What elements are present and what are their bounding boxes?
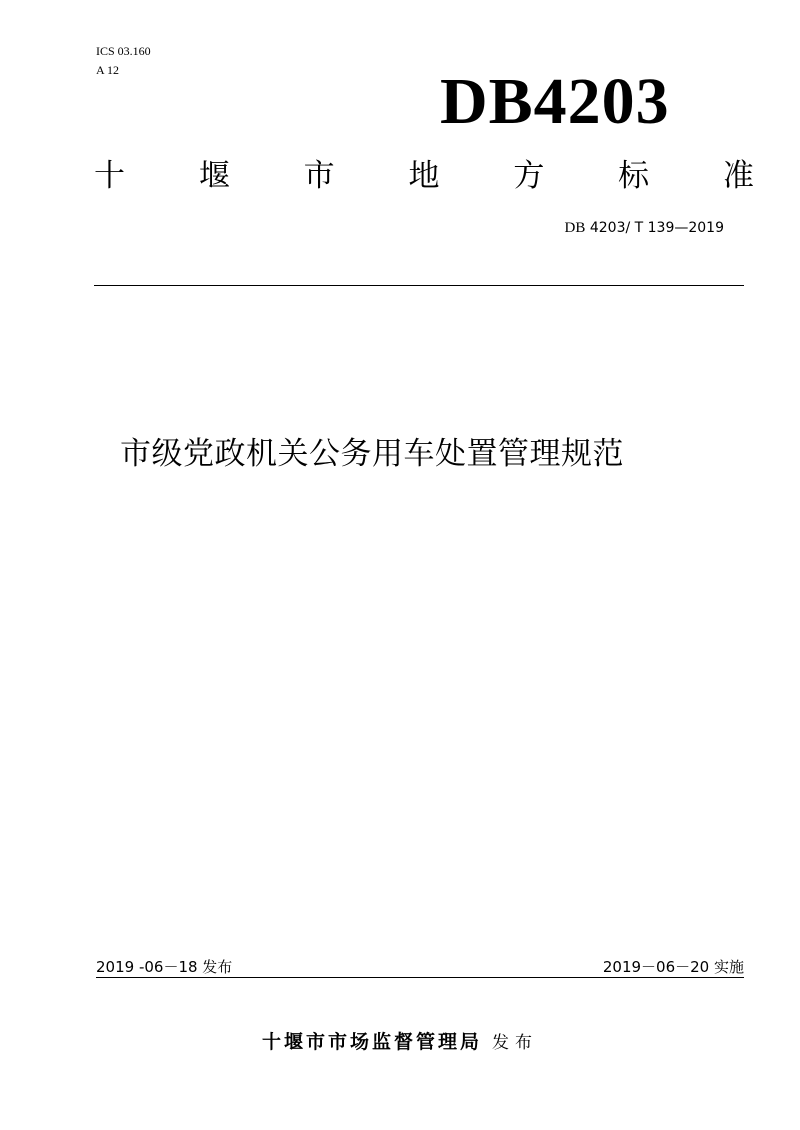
standard-type-char: 堰 [198,158,230,194]
standard-number-prefix: DB [564,220,586,236]
header-divider [94,285,744,286]
standard-type-char: 标 [618,158,650,194]
standard-type-char: 地 [408,158,440,194]
ics-code: ICS 03.160 [96,44,151,58]
date-row [96,956,744,978]
issuer-organization: 十堰市市场监督管理局 [261,1031,482,1053]
standard-type-char: 准 [722,158,754,194]
implement-date: 2019－06－20 实施 [602,958,744,976]
ccs-code: A 12 [96,63,120,77]
document-title: 市级党政机关公务用车处置管理规范 [120,436,624,472]
standard-number [565,218,724,238]
standard-type-char: 方 [513,158,545,194]
issuer-action: 发布 [492,1033,538,1053]
standard-type-char: 市 [303,158,335,194]
standard-number-code: 4203/ T 139—2019 [585,220,724,236]
standard-type-heading [94,156,754,196]
standard-mark: DB4203 [440,65,670,138]
publish-date: 2019 -06－18 发布 [96,958,233,976]
standard-type-char: 十 [94,158,125,194]
classification-codes [96,42,151,80]
footer-divider [96,977,744,978]
issuer-line [0,1028,800,1057]
